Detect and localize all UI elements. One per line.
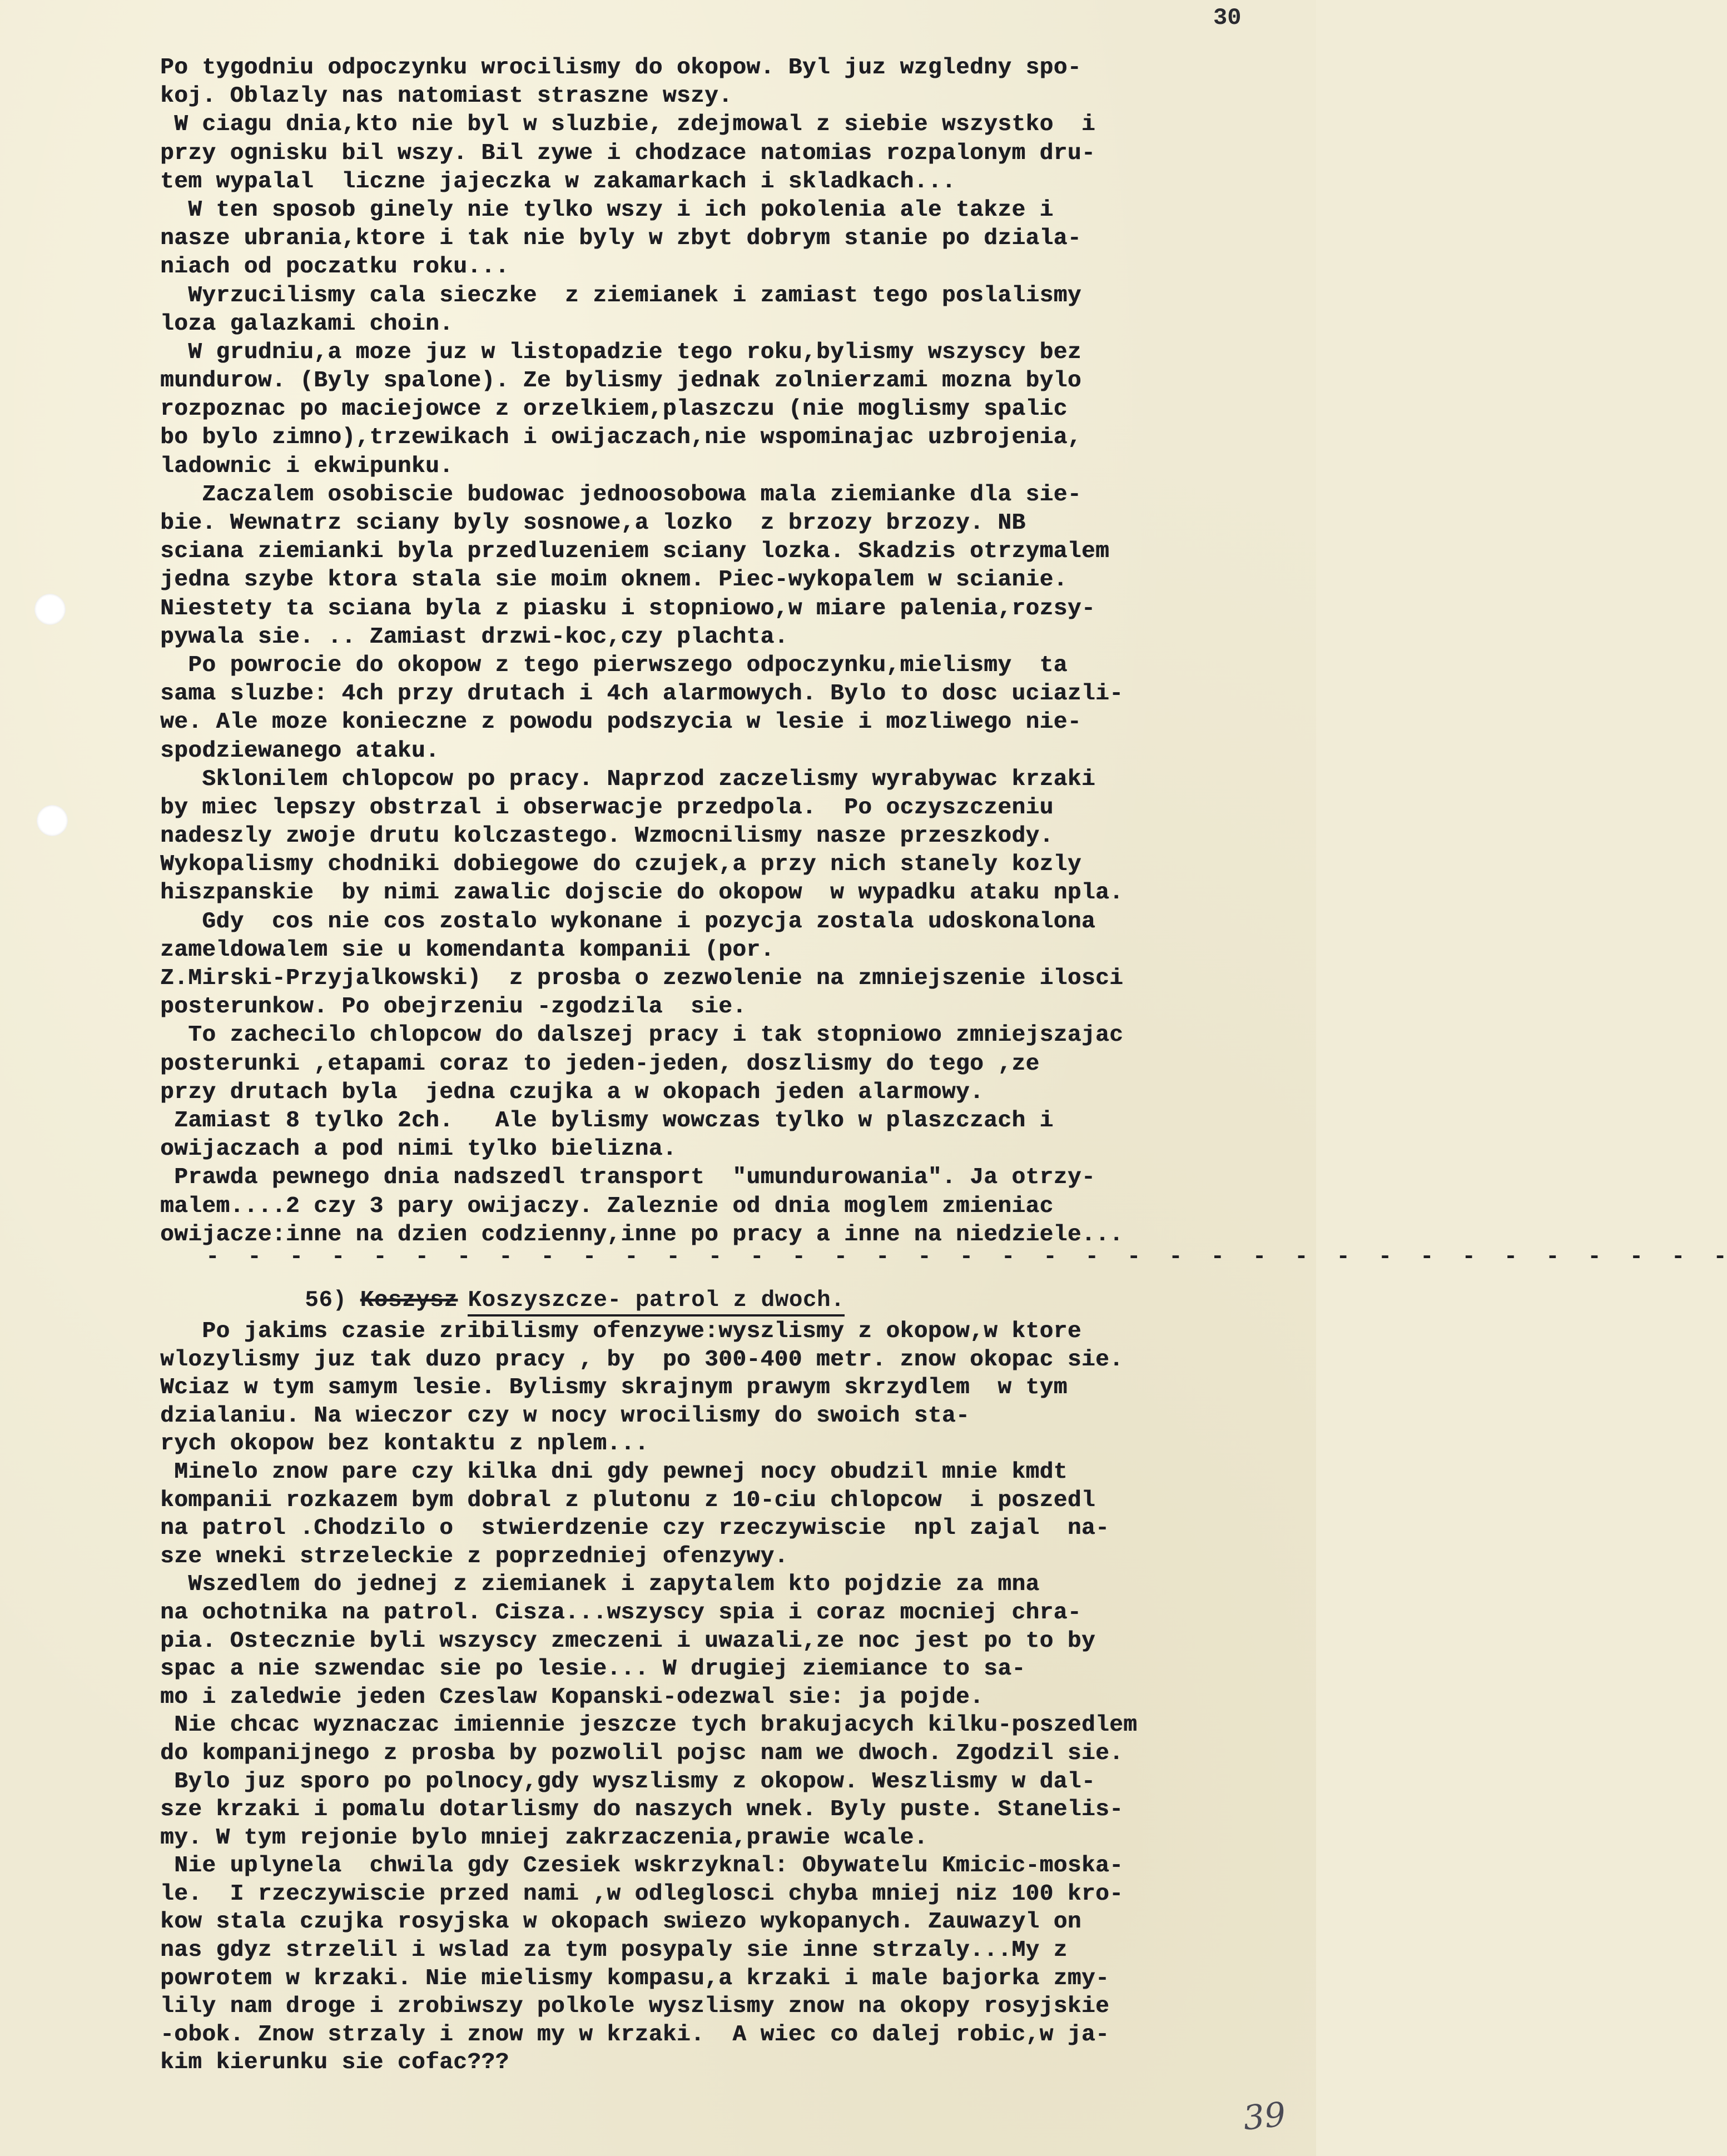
text-line: kim kierunku sie cofac??? [160, 2050, 509, 2076]
page-number: 30 [1213, 4, 1242, 31]
text-line: spodziewanego ataku. [160, 738, 440, 764]
text-line: Sklonilem chlopcow po pracy. Naprzod zaczelismy wyrabywac krzaki [160, 766, 1095, 792]
text-line: W ten sposob ginely nie tylko wszy i ich pokolenia ale takze i [160, 197, 1054, 223]
text-line: W grudniu,a moze juz w listopadzie tego roku,bylismy wszyscy bez [160, 339, 1081, 365]
text-line: le. I rzeczywiscie przed nami ,w odleglosci chyba mniej niz 100 kro- [160, 1881, 1124, 1907]
text-line: we. Ale moze konieczne z powodu podszycia w lesie i mozliwego nie- [160, 709, 1081, 736]
text-line: Wszedlem do jednej z ziemianek i zapytalem kto pojdzie za mna [160, 1572, 1040, 1598]
text-line: Minelo znow pare czy kilka dni gdy pewnej nocy obudzil mnie kmdt [160, 1459, 1068, 1485]
text-line: koj. Oblazly nas natomiast straszne wszy. [160, 83, 733, 110]
text-line: nasze ubrania,ktore i tak nie byly w zbyt dobrym stanie po dziala- [160, 226, 1081, 252]
text-line: na patrol .Chodzilo o stwierdzenie czy rzeczywiscie npl zajal na- [160, 1516, 1110, 1542]
section-number: 56) [305, 1288, 347, 1313]
text-line: wlozylismy juz tak duzo pracy , by po 300-400 metr. znow okopac sie. [160, 1347, 1124, 1373]
text-line: kow stala czujka rosyjska w okopach swiezo wykopanych. Zauwazyl on [160, 1909, 1081, 1935]
text-line: ladownic i ekwipunku. [160, 453, 454, 479]
text-line: by miec lepszy obstrzal i obserwacje przedpola. Po oczyszczeniu [160, 794, 1054, 821]
text-line: posterunkow. Po obejrzeniu -zgodzila sie. [160, 994, 747, 1020]
text-line: sama sluzbe: 4ch przy drutach i 4ch alarmowych. Bylo to dosc uciazli- [160, 681, 1124, 707]
text-line: rych okopow bez kontaktu z nplem... [160, 1431, 649, 1457]
text-line: Wykopalismy chodniki dobiegowe do czujek,a przy nich stanely kozly [160, 852, 1081, 878]
text-line: sze wneki strzeleckie z poprzedniej ofenzywy. [160, 1543, 788, 1569]
text-line: Bylo juz sporo po polnocy,gdy wyszlismy z okopow. Weszlismy w dal- [160, 1768, 1095, 1795]
text-line: Po powrocie do okopow z tego pierwszego odpoczynku,mielismy ta [160, 652, 1068, 678]
text-line: sze krzaki i pomalu dotarlismy do naszych wnek. Byly puste. Stanelis- [160, 1797, 1124, 1823]
text-line: Wciaz w tym samym lesie. Bylismy skrajnym prawym skrzydlem w tym [160, 1375, 1068, 1401]
text-line: Wyrzucilismy cala sieczke z ziemianek i zamiast tego poslalismy [160, 282, 1081, 309]
text-line: Nie uplynela chwila gdy Czesiek wskrzyknal: Obywatelu Kmicic-moska- [160, 1853, 1124, 1879]
text-line: Niestety ta sciana byla z piasku i stopniowo,w miare palenia,rozsy- [160, 595, 1095, 622]
text-line: Gdy cos nie cos zostalo wykonane i pozycja zostala udoskonalona [160, 908, 1095, 935]
text-line: zameldowalem sie u komendanta kompanii (por. [160, 937, 775, 963]
text-line: my. W tym rejonie bylo mniej zakrzaczenia,prawie wcale. [160, 1825, 928, 1851]
text-line: Po jakims czasie zribilismy ofenzywe:wyszlismy z okopow,w ktore [160, 1319, 1081, 1344]
text-line: jedna szybe ktora stala sie moim oknem. Piec-wykopalem w scianie. [160, 567, 1068, 593]
text-line: niach od poczatku roku... [160, 254, 509, 280]
text-line: przy ognisku bil wszy. Bil zywe i chodzace natomias rozpalonym dru- [160, 140, 1095, 166]
text-line: dzialaniu. Na wieczor czy w nocy wrocilismy do swoich sta- [160, 1403, 970, 1429]
text-line: bo bylo zimno),trzewikach i owijaczach,nie wspominajac uzbrojenia, [160, 425, 1081, 451]
struck-out-word: Koszysz [360, 1288, 458, 1313]
text-line: owijacze:inne na dzien codzienny,inne po pracy a inne na niedziele... [160, 1221, 1124, 1248]
text-line: kompanii rozkazem bym dobral z plutonu z 10-ciu chlopcow i poszedl [160, 1487, 1095, 1513]
text-line: mo i zaledwie jeden Czeslaw Kopanski-odezwal sie: ja pojde. [160, 1684, 984, 1710]
text-line: do kompanijnego z prosba by pozwolil pojsc nam we dwoch. Zgodzil sie. [160, 1740, 1124, 1766]
text-line: Po tygodniu odpoczynku wrocilismy do okopow. Byl juz wzgledny spo- [160, 55, 1081, 81]
text-line: loza galazkami choin. [160, 311, 454, 337]
text-line: -obok. Znow strzaly i znow my w krzaki. A wiec co dalej robic,w ja- [160, 2021, 1110, 2048]
text-line: pywala sie. .. Zamiast drzwi-koc,czy plachta. [160, 624, 788, 650]
text-line: Zamiast 8 tylko 2ch. Ale bylismy wowczas tylko w plaszczach i [160, 1107, 1054, 1134]
text-line: na ochotnika na patrol. Cisza...wszyscy spia i coraz mocniej chra- [160, 1599, 1081, 1626]
text-line: lily nam droge i zrobiwszy polkole wyszlismy znow na okopy rosyjskie [160, 1994, 1110, 2020]
punch-hole [34, 594, 66, 625]
handwritten-folio-number: 39 [1241, 2095, 1288, 2138]
text-line: To zachecilo chlopcow do dalszej pracy i tak stopniowo zmniejszajac [160, 1022, 1124, 1049]
text-line: Zaczalem osobiscie budowac jednoosobowa mala ziemianke dla sie- [160, 481, 1081, 508]
text-line: tem wypalal liczne jajeczka w zakamarkach i skladkach... [160, 168, 956, 195]
text-line: W ciagu dnia,kto nie byl w sluzbie, zdejmowal z siebie wszystko i [160, 112, 1095, 138]
text-line: nas gdyz strzelil i wslad za tym posypaly sie inne strzaly...My z [160, 1938, 1068, 1964]
text-line: nadeszly zwoje drutu kolczastego. Wzmocnilismy nasze przeszkody. [160, 823, 1054, 850]
text-line: rozpoznac po maciejowce z orzelkiem,plaszczu (nie moglismy spalic [160, 396, 1068, 423]
text-line: bie. Wewnatrz sciany byly sosnowe,a lozko z brzozy brzozy. NB [160, 510, 1026, 536]
punch-hole [37, 805, 68, 836]
text-line: mundurow. (Byly spalone). Ze bylismy jednak zolnierzami mozna bylo [160, 368, 1081, 394]
text-line: spac a nie szwendac sie po lesie... W drugiej ziemiance to sa- [160, 1656, 1026, 1682]
text-line: Prawda pewnego dnia nadszedl transport "umundurowania". Ja otrzy- [160, 1165, 1095, 1191]
text-line: posterunki ,etapami coraz to jeden-jeden, doszlismy do tego ,ze [160, 1051, 1040, 1077]
text-line: powrotem w krzaki. Nie mielismy kompasu,a krzaki i male bajorka zmy- [160, 1965, 1110, 1991]
text-line: Nie chcac wyznaczac imiennie jeszcze tych brakujacych kilku-poszedlem [160, 1712, 1138, 1738]
text-line: owijaczach a pod nimi tylko bielizna. [160, 1136, 677, 1163]
text-line: przy drutach byla jedna czujka a w okopach jeden alarmowy. [160, 1079, 984, 1105]
text-line: malem....2 czy 3 pary owijaczy. Zaleznie od dnia moglem zmieniac [160, 1193, 1054, 1219]
text-line: Z.Mirski-Przyjalkowski) z prosba o zezwolenie na zmniejszenie ilosci [160, 966, 1124, 991]
section-separator: - - - - - - - - - - - - - - - - - - - - - - - - - - - - - - - - - - - - - [206, 1244, 1727, 1270]
text-line: hiszpanskie by nimi zawalic dojscie do okopow w wypadku ataku npla. [160, 880, 1124, 906]
text-line: sciana ziemianki byla przedluzeniem sciany lozka. Skadzis otrzymalem [160, 539, 1110, 565]
text-line: pia. Ostecznie byli wszyscy zmeczeni i uwazali,ze noc jest po to by [160, 1628, 1095, 1654]
typed-text-block-1 [160, 54, 1306, 1249]
typed-text-block-2 [160, 1318, 1306, 2077]
section-title: Koszyszcze- patrol z dwoch. [468, 1288, 845, 1317]
